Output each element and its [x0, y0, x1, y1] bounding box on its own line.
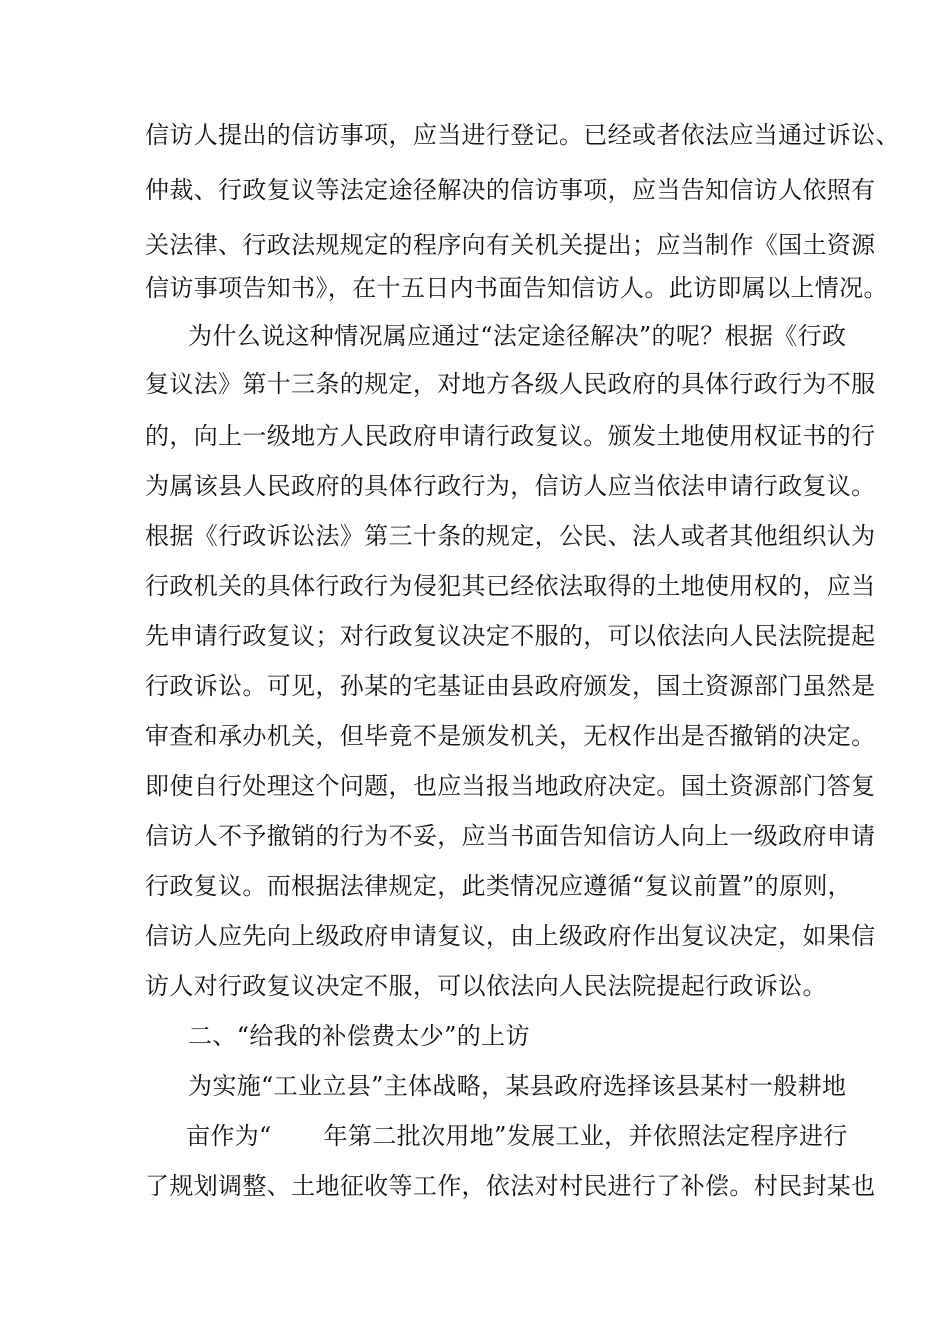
section-heading: 二、“给我的补偿费太少”的上访 — [188, 1022, 530, 1050]
text-line-21: 了规划调整、土地征收等工作，依法对村民进行了补偿。村民封某也 — [145, 1172, 876, 1200]
text-line-14: 即使自行处理这个问题，也应当报当地政府决定。国土资源部门答复 — [145, 772, 876, 800]
text-line-5: 为什么说这种情况属应通过“法定途径解决”的呢？根据《行政 — [188, 322, 847, 350]
text-line-16: 行政复议。而根据法律规定，此类情况应遵循“复议前置”的原则， — [145, 872, 853, 900]
text-line-11: 先申请行政复议；对行政复议决定不服的，可以依法向人民法院提起 — [145, 622, 876, 650]
text-line-13: 审查和承办机关，但毕竟不是颁发机关，无权作出是否撤销的决定。 — [145, 722, 876, 750]
text-line-4: 信访事项告知书》，在十五日内书面告知信访人。此访即属以上情况。 — [145, 274, 888, 302]
text-line-8: 为属该县人民政府的具体行政行为，信访人应当依法申请行政复议。 — [145, 472, 876, 500]
text-line-2: 仲裁、行政复议等法定途径解决的信访事项，应当告知信访人依照有 — [145, 176, 876, 204]
text-line-20-part-1: 亩作为“ — [186, 1122, 272, 1150]
text-line-15: 信访人不予撤销的行为不妥，应当书面告知信访人向上一级政府申请 — [145, 822, 876, 850]
text-line-12: 行政诉讼。可见，孙某的宅基证由县政府颁发，国土资源部门虽然是 — [145, 672, 876, 700]
text-line-3: 关法律、行政法规规定的程序向有关机关提出；应当制作《国土资源 — [145, 231, 876, 259]
text-line-18: 访人对行政复议决定不服，可以依法向人民法院提起行政诉讼。 — [145, 972, 827, 1000]
text-line-10: 行政机关的具体行政行为侵犯其已经依法取得的土地使用权的，应当 — [145, 572, 876, 600]
text-line-19: 为实施“工业立县”主体战略，某县政府选择该县某村一般耕地 — [188, 1072, 847, 1100]
text-line-20 — [186, 1121, 850, 1151]
text-line-1: 信访人提出的信访事项，应当进行登记。已经或者依法应当通过诉讼、 — [145, 121, 900, 149]
text-line-17: 信访人应先向上级政府申请复议，由上级政府作出复议决定，如果信 — [145, 922, 876, 950]
text-line-6: 复议法》第十三条的规定，对地方各级人民政府的具体行政行为不服 — [145, 370, 876, 398]
text-line-9: 根据《行政诉讼法》第三十条的规定，公民、法人或者其他组织认为 — [145, 522, 876, 550]
text-line-20-part-2: 年第二批次用地”发展工业，并依照法定程序进行 — [323, 1122, 848, 1150]
text-line-7: 的，向上一级地方人民政府申请行政复议。颁发土地使用权证书的行 — [145, 422, 876, 450]
